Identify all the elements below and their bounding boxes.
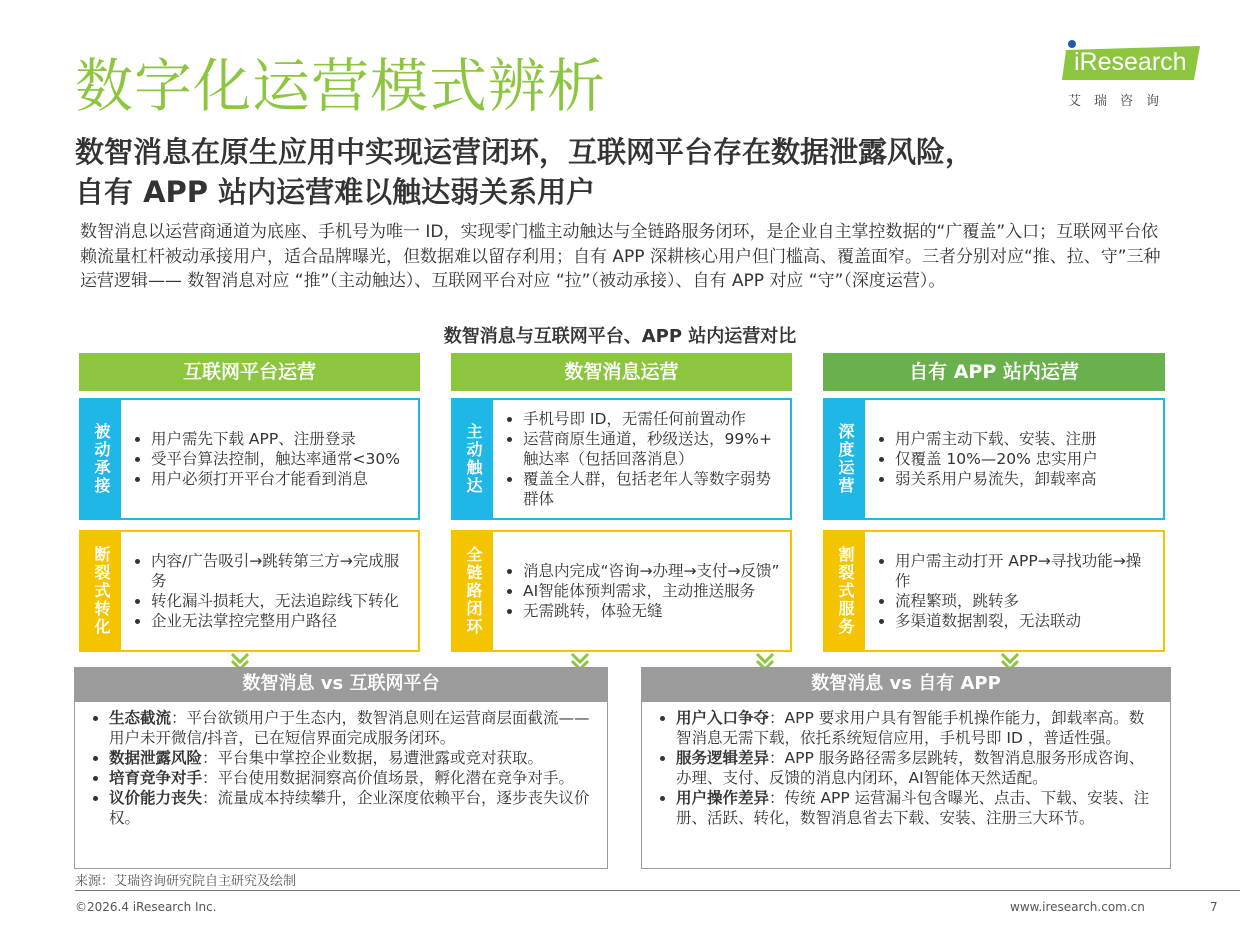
list-item: • 用户需主动打开 APP→寻找功能→操作 (895, 551, 1155, 591)
list-item: • 内容/广告吸引→跳转第三方→完成服务 (151, 551, 410, 591)
list-item: • 用户需先下载 APP、注册登录 (151, 429, 410, 449)
row-label: 全链路闭环 (453, 532, 493, 650)
copyright: ©2026.4 iResearch Inc. (75, 900, 217, 914)
comparison-items (75, 702, 607, 828)
comparison-items (642, 702, 1170, 828)
row-label: 断裂式转化 (81, 532, 121, 650)
list-item: • 转化漏斗损耗大，无法追踪线下转化 (151, 591, 410, 611)
row-label: 被动承接 (81, 400, 121, 518)
row-label: 主动触达 (453, 400, 493, 518)
list-item: • 用户操作差异：传统 APP 运营漏斗包含曝光、点击、下载、安装、注册、活跃、转化，数智消息省去下载、安装、注册三大环节。 (676, 788, 1158, 828)
row-active-reach (451, 398, 792, 520)
list-item: • 覆盖全人群，包括老年人等数字弱势群体 (523, 469, 782, 509)
row-label: 割裂式服务 (825, 532, 865, 650)
website-link[interactable]: www.iresearch.com.cn (1010, 900, 1145, 914)
comparison-title: 数智消息与互联网平台、APP 站内运营对比 (443, 326, 797, 347)
list-item: • 用户必须打开平台才能看到消息 (151, 469, 410, 489)
row-deep-operation (823, 398, 1165, 520)
row-items (873, 400, 1155, 518)
list-item: • 生态截流：平台欲锁用户于生态内，数智消息则在运营商层面截流——用户未开微信/抖音，已在短信界面完成服务闭环。 (109, 708, 595, 748)
list-item: • 用户需主动下载、安装、注册 (895, 429, 1155, 449)
logo-subtitle: 艾瑞咨询 (1068, 94, 1173, 109)
row-items (129, 400, 410, 518)
footer-divider (75, 890, 1240, 891)
list-item: • 无需跳转，体验无缝 (523, 601, 782, 621)
page-subtitle (75, 132, 1175, 212)
list-item: • 用户入口争夺：APP 要求用户具有智能手机操作能力，卸载率高。数智消息无需下载，依托系统短信应用，手机号即 ID ，普适性强。 (676, 708, 1158, 748)
list-item: • 培育竞争对手：平台使用数据洞察高价值场景，孵化潜在竞争对手。 (109, 768, 595, 788)
row-items (501, 532, 782, 650)
page-number: 7 (1210, 900, 1218, 914)
list-item: • 企业无法掌控完整用户路径 (151, 611, 410, 631)
list-item: • 议价能力丧失：流量成本持续攀升，企业深度依赖平台，逐步丧失议价权。 (109, 788, 595, 828)
comparison-header: 数智消息 vs 互联网平台 (74, 667, 608, 701)
row-items (501, 400, 782, 518)
source-note: 来源：艾瑞咨询研究院自主研究及绘制 (75, 874, 297, 889)
page-title: 数字化运营模式辨析 (75, 52, 607, 120)
column-header-internet-platform: 互联网平台运营 (79, 353, 420, 391)
row-fragmented-service (823, 530, 1165, 652)
list-item: • 服务逻辑差异：APP 服务路径需多层跳转，数智消息服务形成咨询、办理、支付、反馈的消息内闭环，AI智能体天然适配。 (676, 748, 1158, 788)
column-header-smart-message: 数智消息运营 (451, 353, 792, 391)
logo-text: iResearch (1074, 48, 1187, 76)
comparison-vs-platform (74, 667, 608, 869)
list-item: • 数据泄露风险：平台集中掌控企业数据，易遭泄露或竞对获取。 (109, 748, 595, 768)
list-item: • 运营商原生通道，秒级送达，99%+ 触达率（包括回落消息） (523, 429, 782, 469)
iresearch-logo (1062, 40, 1207, 112)
comparison-header: 数智消息 vs 自有 APP (641, 667, 1171, 701)
list-item: • 多渠道数据割裂，无法联动 (895, 611, 1155, 631)
intro-paragraph: 数智消息以运营商通道为底座、手机号为唯一 ID，实现零门槛主动触达与全链路服务闭环，是企业自主掌控数据的“广覆盖”入口；互联网平台依赖流量杠杆被动承接用户，适合品牌曝光，但数据难以留存利用；自有 APP 深耕核心用户但门槛高、覆盖面窄。三者分别对应“推、拉、守”三种运营逻辑—— 数智消息对应 “推”（主动触达）、互联网平台对应 “拉”（被动承接）、自有 APP 对应 “守”（深度运营）。 (80, 222, 1161, 291)
comparison-vs-app (641, 667, 1171, 869)
row-items (129, 532, 410, 650)
row-broken-conversion (79, 530, 420, 652)
list-item: • 手机号即 ID，无需任何前置动作 (523, 409, 782, 429)
subtitle-line-1: 数智消息在原生应用中实现运营闭环，互联网平台存在数据泄露风险， (75, 135, 975, 169)
logo-dot-icon (1068, 40, 1076, 48)
subtitle-line-2: 自有 APP 站内运营难以触达弱关系用户 (75, 175, 596, 209)
comparison-body (74, 701, 608, 869)
row-full-loop (451, 530, 792, 652)
comparison-body (641, 701, 1171, 869)
list-item: • 弱关系用户易流失，卸载率高 (895, 469, 1155, 489)
list-item: • 流程繁琐，跳转多 (895, 591, 1155, 611)
list-item: • 消息内完成“咨询→办理→支付→反馈” (523, 561, 782, 581)
column-header-own-app: 自有 APP 站内运营 (823, 353, 1165, 391)
row-passive-reception (79, 398, 420, 520)
list-item: • AI智能体预判需求，主动推送服务 (523, 581, 782, 601)
row-items (873, 532, 1155, 650)
list-item: • 受平台算法控制，触达率通常<30% (151, 449, 410, 469)
list-item: • 仅覆盖 10%—20% 忠实用户 (895, 449, 1155, 469)
row-label: 深度运营 (825, 400, 865, 518)
